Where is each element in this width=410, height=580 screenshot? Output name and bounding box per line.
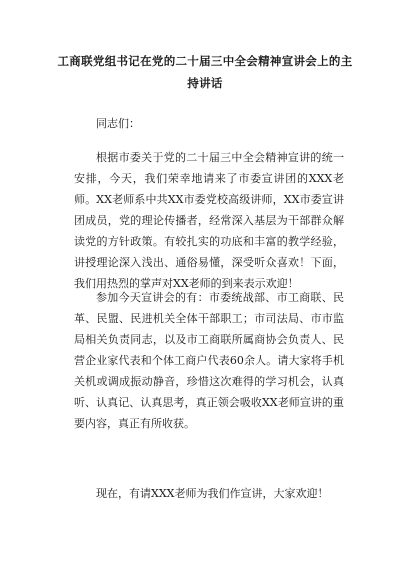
paragraph-closing: 现在，有请XXX老师为我们作宣讲，大家欢迎！ — [96, 487, 329, 500]
paragraph-introduction: 根据市委关于党的二十届三中全会精神宣讲的统一安排，今天，我们荣幸地请来了市委宣讲团的XXX老师。XX老师系中共XX市委党校高级讲师，XX市委宣讲团成员，党的理论传播者，经常深入基层为干部群众解读党的方针政策。有较扎实的功底和丰富的教学经验，讲授理论深入浅出、通俗易懂，深受听众喜欢！下面，我们用热烈的掌声对XX老师的到来表示欢迎！ — [74, 151, 344, 290]
paragraph-attendees: 参加今天宣讲会的有：市委统战部、市工商联、民革、民盟、民进机关全体干部职工；市司法局、市市监局相关负责同志，以及市工商联所属商协会负责人、民营企业家代表和个体工商户代表60余人。请大家将手机关机或调成振动静音，珍惜这次难得的学习机会，认真听、认真记、认真思考，真正领会吸收XX老师宣讲的重要内容，真正有所收获。 — [74, 291, 344, 430]
document-title: 工商联党组书记在党的二十届三中全会精神宣讲会上的主持讲话 — [57, 54, 353, 90]
salutation: 同志们： — [96, 117, 140, 130]
